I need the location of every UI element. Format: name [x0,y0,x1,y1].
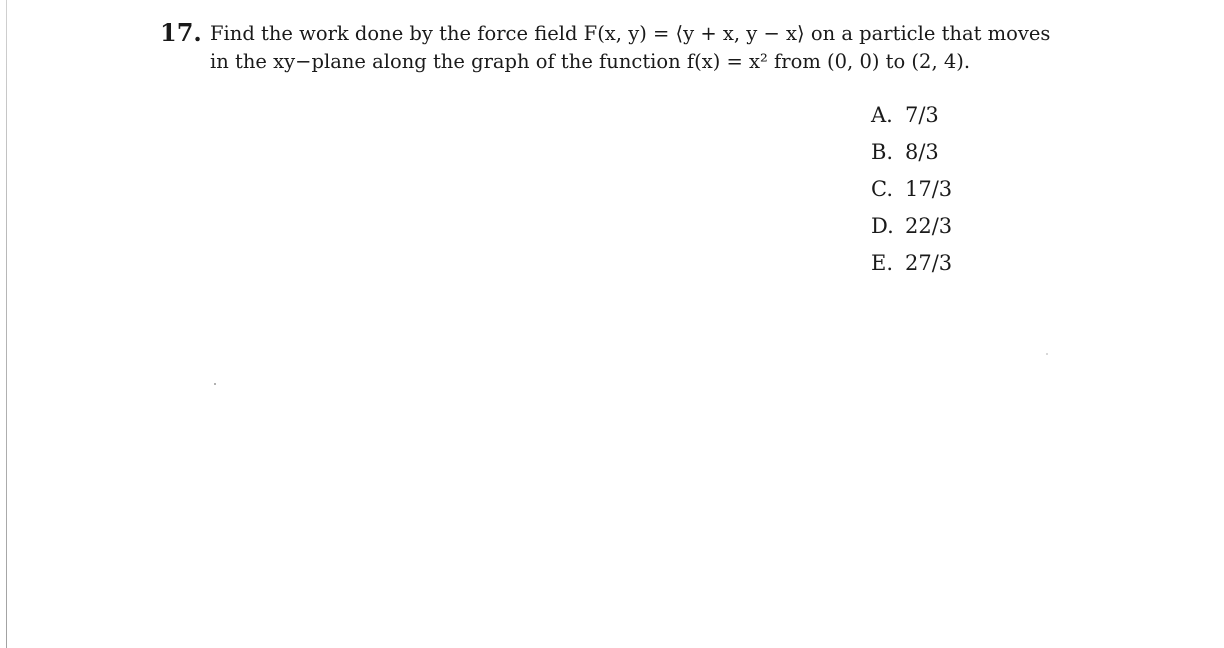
question-line-2: in the xy−plane along the graph of the function f(x) = x² from (0, 0) to (2, 4). [210,50,971,73]
choice-d-letter: D. [871,214,894,238]
choice-a-value: 7/3 [905,103,939,127]
choice-e-letter: E. [871,251,894,275]
choice-a-letter: A. [871,103,893,127]
choice-e-value: 27/3 [905,251,953,275]
choice-a[interactable] [871,97,952,134]
scan-left-edge [6,0,7,648]
scan-speck [1046,353,1048,355]
choice-c-value: 17/3 [905,177,953,201]
choice-c[interactable] [871,171,952,208]
choice-e[interactable] [871,245,952,282]
choice-b-letter: B. [871,140,894,164]
choice-b[interactable] [871,134,952,171]
answer-choices [871,97,952,282]
choice-b-value: 8/3 [905,140,939,164]
choice-c-letter: C. [871,177,893,201]
question-line-1: Find the work done by the force field F(x, y) = ⟨y + x, y − x⟩ on a particle that moves [210,22,1051,45]
scan-speck [214,383,216,385]
choice-d-value: 22/3 [905,214,953,238]
choice-d[interactable] [871,208,952,245]
question-number: 17. [160,18,202,47]
question-text [210,20,1110,76]
